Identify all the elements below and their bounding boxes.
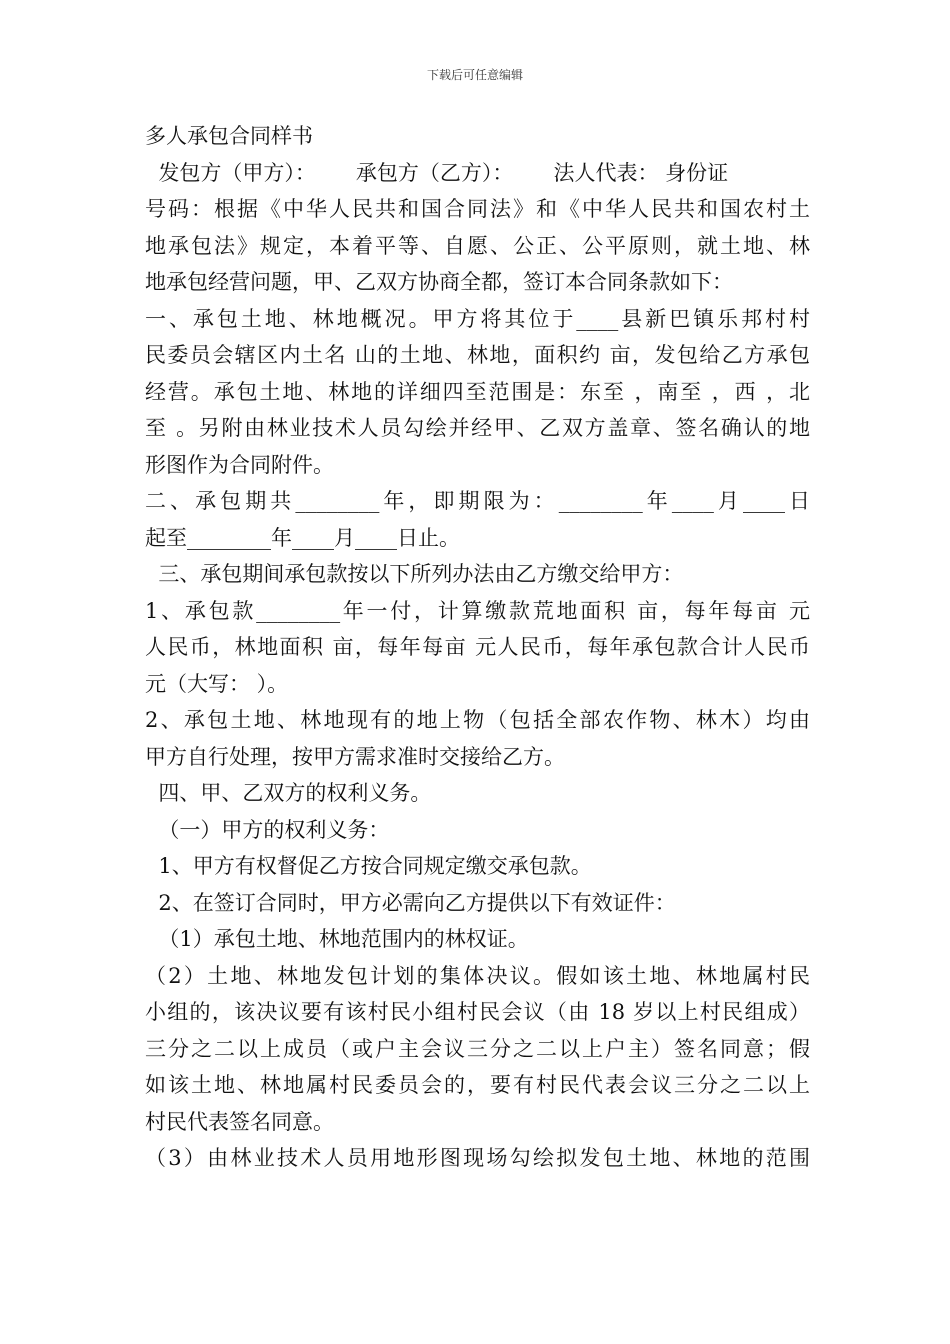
contract-line: 三分之二以上成员（或户主会议三分之二以上户主）签名同意；假 (145, 1036, 810, 1061)
contract-line: 2、承包土地、林地现有的地上物（包括全部农作物、林木）均由 (145, 708, 810, 732)
contract-line: 村民代表签名同意。 (145, 1109, 334, 1134)
contract-line: 地承包经营问题，甲、乙双方协商全都，签订本合同条款如下： (145, 270, 733, 294)
contract-line: 一、承包土地、林地概况。甲方将其位于____县新巴镇乐邦村村 (145, 306, 810, 331)
contract-line: 民委员会辖区内土名 山的土地、林地，面积约 亩，发包给乙方承包 (145, 343, 810, 367)
contract-line: （2）土地、林地发包计划的集体决议。假如该土地、林地属村民 (145, 963, 810, 988)
contract-line: 发包方（甲方）： 承包方（乙方）： 法人代表： 身份证 (145, 160, 729, 185)
contract-line: 人民币，林地面积 亩，每年每亩 元人民币，每年承包款合计人民币 (145, 635, 810, 659)
page-header-note: 下载后可任意编辑 (426, 68, 523, 82)
contract-line: 四、甲、乙双方的权利义务。 (145, 781, 432, 805)
contract-text (145, 155, 810, 1177)
contract-line: （一）甲方的权利义务： (145, 817, 390, 842)
contract-line: 经营。承包土地、林地的详细四至范围是：东至 ，南至 ，西 ，北 (145, 379, 810, 404)
contract-line: 小组的，该决议要有该村民小组村民会议（由 18 岁以上村民组成） (145, 1000, 810, 1024)
contract-line: 地承包法》规定，本着平等、自愿、公正、公平原则，就土地、林 (145, 233, 810, 258)
document-title: 多人承包合同样书 (145, 124, 313, 148)
contract-line: 1、承包款________年一付，计算缴款荒地面积 亩，每年每亩 元 (145, 598, 810, 623)
contract-line: 元（大写： ）。 (145, 671, 289, 696)
contract-line: 三、承包期间承包款按以下所列办法由乙方缴交给甲方： (145, 562, 684, 586)
contract-line: 号码：根据《中华人民共和国合同法》和《中华人民共和国农村土 (145, 197, 810, 221)
contract-line: 2、在签订合同时，甲方必需向乙方提供以下有效证件： (145, 890, 676, 915)
contract-line: （3）由林业技术人员用地形图现场勾绘拟发包土地、林地的范围 (145, 1146, 810, 1170)
contract-line: 至 。另附由林业技术人员勾绘并经甲、乙双方盖章、签名确认的地 (145, 416, 810, 440)
contract-line: 如该土地、林地属村民委员会的，要有村民代表会议三分之二以上 (145, 1073, 810, 1097)
contract-line: 甲方自行处理，按甲方需求准时交接给乙方。 (145, 744, 565, 769)
contract-line: 二、承包期共________年，即期限为：________年____月____日 (145, 489, 810, 513)
contract-line: 1、甲方有权督促乙方按合同规定缴交承包款。 (145, 854, 592, 878)
document-body (145, 118, 810, 1177)
contract-line: 形图作为合同附件。 (145, 452, 334, 477)
contract-line: 起至________年____月____日止。 (145, 525, 460, 550)
contract-line: （1）承包土地、林地范围内的林权证。 (145, 927, 529, 951)
